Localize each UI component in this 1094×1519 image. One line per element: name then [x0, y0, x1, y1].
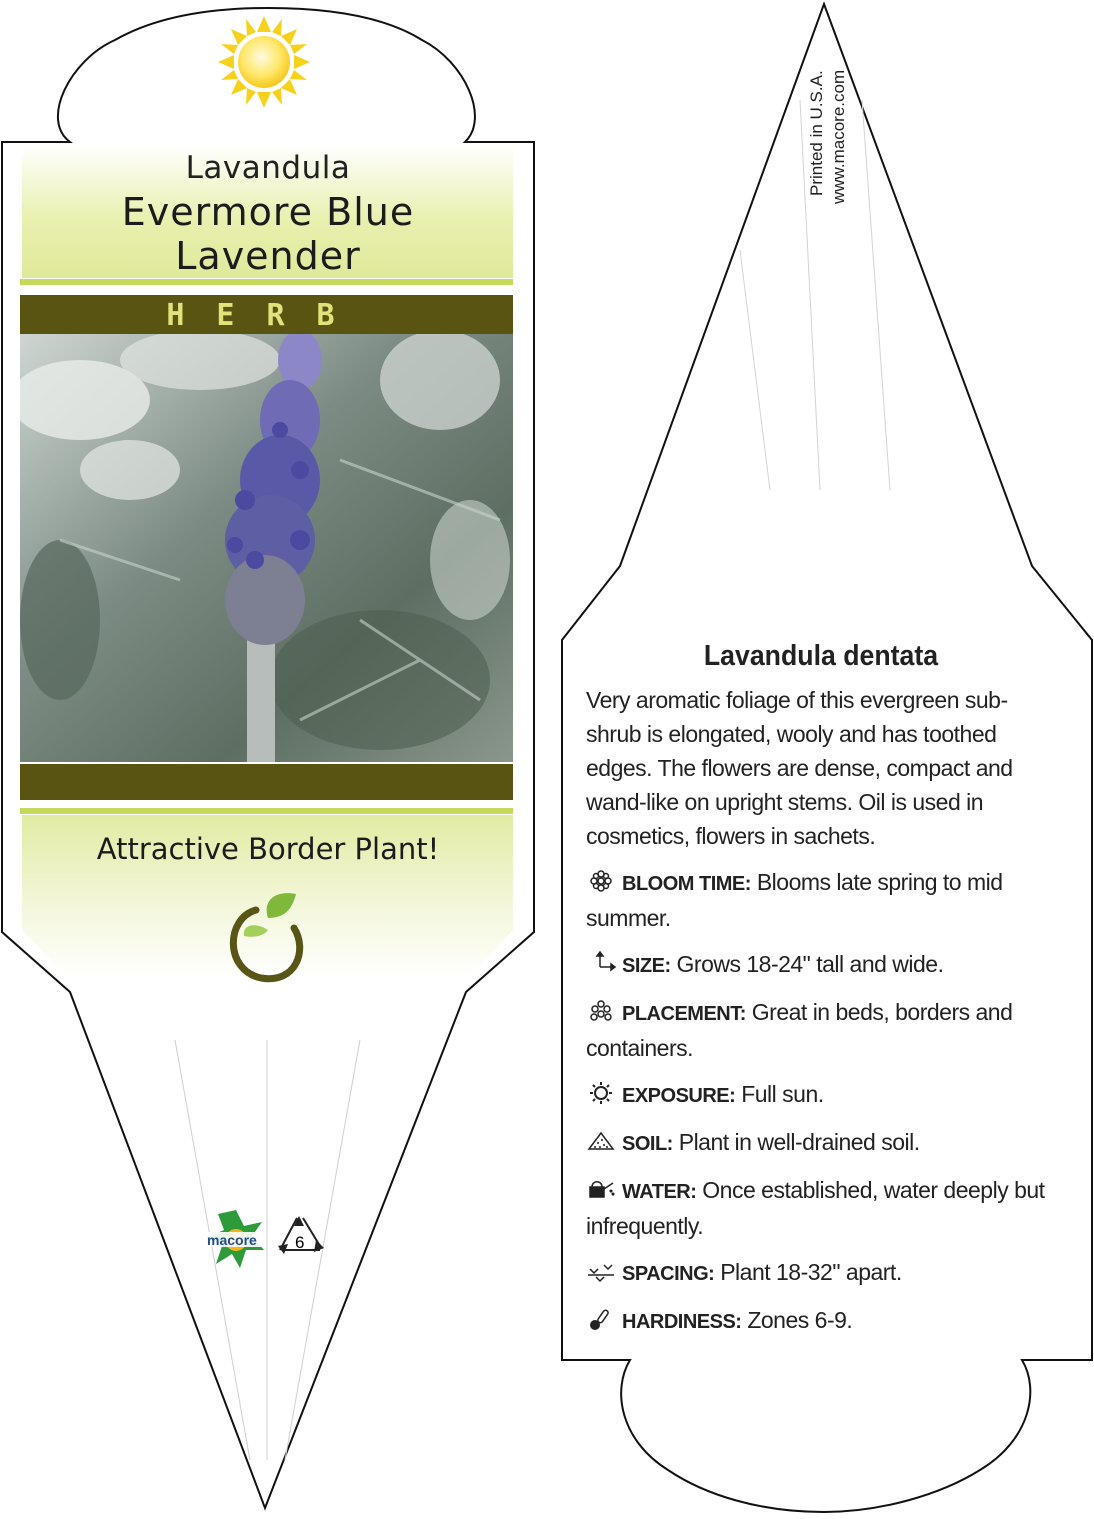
spacing-icon — [586, 1259, 616, 1283]
attribute-exposure — [586, 1077, 1056, 1113]
soil-value: Plant in well-drained soil. — [678, 1129, 920, 1155]
bloom-time-label: BLOOM TIME: — [622, 873, 751, 895]
description: Very aromatic foliage of this evergreen sub-shrub is elongated, wooly and has toothed edges. The flowers are dense, compact and wand-like on upright stems. Oil is used in cosmetics, flowers in sachets. — [586, 687, 1013, 849]
attribute-water — [586, 1173, 1056, 1243]
exposure-label: EXPOSURE: — [622, 1085, 736, 1107]
water-label: WATER: — [622, 1181, 697, 1203]
sun-icon — [218, 16, 310, 108]
attribute-bloom-time — [586, 865, 1056, 935]
hardiness-value: Zones 6-9. — [747, 1307, 853, 1333]
attribute-soil — [586, 1125, 1056, 1161]
hardiness-label: HARDINESS: — [622, 1311, 742, 1333]
spacing-label: SPACING: — [622, 1263, 715, 1285]
watering-can-icon — [586, 1177, 616, 1201]
attribute-placement — [586, 995, 1056, 1065]
genus-name: Lavandula — [185, 150, 351, 186]
category-label: HERB — [166, 298, 367, 333]
exposure-value: Full sun. — [741, 1081, 824, 1107]
bloom-time-value: Blooms late spring to mid summer. — [586, 869, 1003, 931]
print-info — [806, 70, 850, 230]
brand-name: macore — [207, 1232, 257, 1248]
size-label: SIZE: — [622, 955, 671, 977]
printed-in: Printed in U.S.A. — [807, 70, 826, 196]
attribute-hardiness — [586, 1303, 1056, 1339]
common-name — [0, 190, 536, 278]
attribute-size — [586, 947, 1056, 983]
back-content — [586, 640, 1056, 1351]
attribute-spacing — [586, 1255, 1056, 1291]
placement-icon — [586, 999, 616, 1023]
size-value: Grows 18-24" tall and wide. — [676, 951, 944, 977]
slogan: Attractive Border Plant! — [96, 832, 440, 866]
common-name-line1: Evermore Blue — [121, 190, 415, 234]
water-value: Once established, water deeply but infrequently. — [586, 1177, 1045, 1239]
thermometer-icon — [586, 1307, 616, 1331]
soil-icon — [586, 1129, 616, 1153]
size-icon — [586, 951, 616, 975]
placement-label: PLACEMENT: — [622, 1003, 746, 1025]
scientific-name: Lavandula dentata — [703, 640, 939, 672]
placement-value: Great in beds, borders and containers. — [586, 999, 1013, 1061]
flower-icon — [586, 869, 616, 893]
spacing-value: Plant 18-32" apart. — [720, 1259, 902, 1285]
sun-exposure-icon — [586, 1081, 616, 1105]
recycle-code: 6 — [295, 1233, 305, 1252]
soil-label: SOIL: — [622, 1133, 673, 1155]
website: www.macore.com — [829, 70, 848, 205]
common-name-line2: Lavender — [175, 234, 361, 278]
